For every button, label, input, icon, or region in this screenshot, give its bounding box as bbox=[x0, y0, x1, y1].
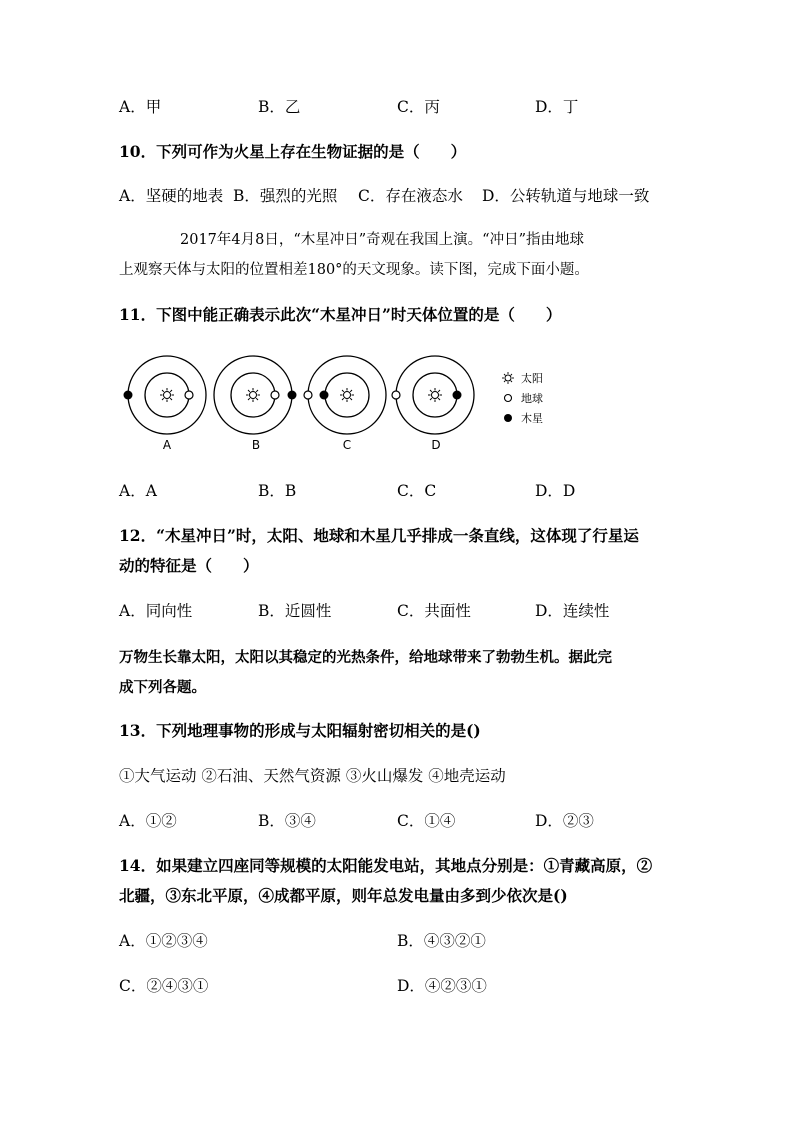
q14-stem-line2: 北疆，③东北平原，④成都平原，则年总发电量由多到少依次是() bbox=[119, 886, 568, 905]
q11-option-d[interactable]: D．D bbox=[535, 482, 576, 500]
q12-option-a[interactable]: A．同向性 bbox=[119, 602, 193, 620]
earth-icon bbox=[392, 391, 400, 399]
q12-stem-line1: 12．“木星冲日”时，太阳、地球和木星几乎排成一条直线，这体现了行星运 bbox=[119, 526, 639, 545]
q13-stem: 13．下列地理事物的形成与太阳辐射密切相关的是() bbox=[119, 721, 481, 740]
sun-icon bbox=[502, 372, 514, 384]
q10-option-a[interactable]: A．坚硬的地表 bbox=[119, 187, 224, 205]
earth-icon bbox=[505, 395, 512, 402]
q13-option-a[interactable]: A．①② bbox=[119, 812, 177, 830]
jupiter-icon bbox=[453, 391, 462, 400]
q9-option-b[interactable]: B．乙 bbox=[258, 98, 301, 116]
diagram-c bbox=[304, 356, 386, 434]
q13-option-b[interactable]: B．③④ bbox=[258, 812, 316, 830]
q14-option-d[interactable]: D．④②③① bbox=[397, 977, 487, 995]
legend-earth-label: 地球 bbox=[521, 392, 543, 405]
sun-icon bbox=[340, 388, 354, 402]
jupiter-icon bbox=[288, 391, 297, 400]
q14-option-a[interactable]: A．①②③④ bbox=[119, 932, 208, 950]
earth-icon bbox=[304, 391, 312, 399]
q10-option-d[interactable]: D．公转轨道与地球一致 bbox=[482, 187, 650, 205]
earth-icon bbox=[185, 391, 193, 399]
q10-option-c[interactable]: C．存在液态水 bbox=[358, 187, 463, 205]
q14-stem-line1: 14．如果建立四座同等规模的太阳能发电站，其地点分别是：①青藏高原，② bbox=[119, 856, 653, 875]
earth-icon bbox=[271, 391, 279, 399]
q12-option-d[interactable]: D．连续性 bbox=[535, 602, 610, 620]
diagram-c-label: C bbox=[342, 438, 352, 452]
jupiter-icon bbox=[124, 391, 133, 400]
q9-option-d[interactable]: D．丁 bbox=[535, 98, 579, 116]
q12-option-c[interactable]: C．共面性 bbox=[397, 602, 471, 620]
diagram-d-label: D bbox=[431, 438, 441, 452]
passage2-line2: 成下列各题。 bbox=[119, 679, 206, 696]
q11-option-a[interactable]: A．A bbox=[119, 482, 157, 500]
planet-position-diagram bbox=[115, 352, 565, 457]
diagram-d bbox=[392, 356, 474, 434]
q10-option-b[interactable]: B．强烈的光照 bbox=[233, 187, 338, 205]
q13-option-c[interactable]: C．①④ bbox=[397, 812, 456, 830]
legend bbox=[502, 371, 543, 425]
q12-option-b[interactable]: B．近圆性 bbox=[258, 602, 332, 620]
q10-stem: 10．下列可作为火星上存在生物证据的是（ ） bbox=[119, 142, 467, 161]
legend-jupiter-label: 木星 bbox=[521, 412, 543, 425]
sun-icon bbox=[160, 388, 174, 402]
q12-stem-line2: 动的特征是（ ） bbox=[119, 556, 259, 575]
q13-items: ①大气运动 ②石油、天然气资源 ③火山爆发 ④地壳运动 bbox=[119, 767, 506, 785]
q9-option-a[interactable]: A．甲 bbox=[119, 98, 162, 116]
q9-option-c[interactable]: C．丙 bbox=[397, 98, 440, 116]
legend-sun-label: 太阳 bbox=[521, 372, 543, 385]
passage1-line1: 2017年4月8日，“木星冲日”奇观在我国上演。“冲日”指由地球 bbox=[180, 232, 585, 248]
q11-stem: 11．下图中能正确表示此次“木星冲日”时天体位置的是（ ） bbox=[119, 305, 562, 324]
q14-option-c[interactable]: C．②④③① bbox=[119, 977, 209, 995]
diagram-b-label: B bbox=[251, 438, 261, 452]
sun-icon bbox=[246, 388, 260, 402]
sun-icon bbox=[428, 388, 442, 402]
jupiter-icon bbox=[504, 414, 512, 422]
q11-option-b[interactable]: B．B bbox=[258, 482, 297, 500]
jupiter-icon bbox=[320, 391, 329, 400]
diagram-a bbox=[124, 356, 207, 434]
q11-option-c[interactable]: C．C bbox=[397, 482, 437, 500]
passage2-line1: 万物生长靠太阳，太阳以其稳定的光热条件，给地球带来了勃勃生机。据此完 bbox=[119, 649, 612, 666]
diagram-a-label: A bbox=[162, 438, 172, 452]
q14-option-b[interactable]: B．④③②① bbox=[397, 932, 486, 950]
passage1-line2: 上观察天体与太阳的位置相差180°的天文现象。读下图，完成下面小题。 bbox=[119, 262, 589, 278]
q13-option-d[interactable]: D．②③ bbox=[535, 812, 594, 830]
diagram-b bbox=[214, 356, 297, 434]
